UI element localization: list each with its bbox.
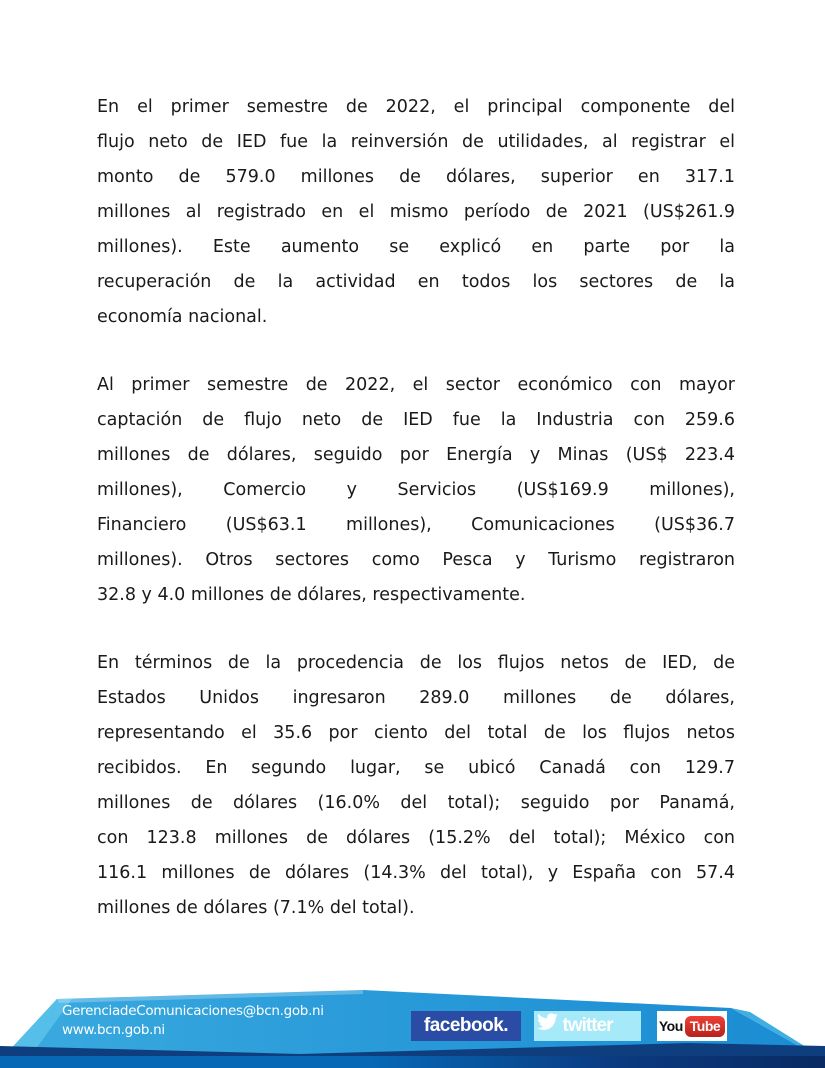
social-buttons	[0, 1011, 825, 1041]
text-line: recuperación de la actividad en todos los sectores de la	[97, 272, 735, 292]
text-line: millones de dólares (16.0% del total); seguido por Panamá,	[97, 793, 735, 813]
text-line: Estados Unidos ingresaron 289.0 millones de dólares,	[97, 688, 735, 708]
twitter-bird-icon	[534, 1011, 560, 1033]
text-line: 32.8 y 4.0 millones de dólares, respectivamente.	[97, 585, 526, 605]
youtube-tube-label: Tube	[685, 1016, 725, 1037]
text-line: 116.1 millones de dólares (14.3% del total), y España con 57.4	[97, 863, 735, 883]
twitter-wordmark: twitter	[562, 1015, 613, 1036]
text-line: millones de dólares, seguido por Energía y Minas (US$ 223.4	[97, 445, 735, 465]
youtube-button[interactable]	[657, 1011, 727, 1041]
text-line: En el primer semestre de 2022, el principal componente del	[97, 97, 735, 117]
text-line: millones de dólares (7.1% del total).	[97, 898, 415, 918]
text-line: Financiero (US$63.1 millones), Comunicaciones (US$36.7	[97, 515, 735, 535]
text-line: millones al registrado en el mismo período de 2021 (US$261.9	[97, 202, 735, 222]
paragraph	[97, 90, 735, 335]
ribbon-bottom-strip	[0, 1056, 825, 1068]
text-line: millones). Este aumento se explicó en parte por la	[97, 237, 735, 257]
text-line: flujo neto de IED fue la reinversión de utilidades, al registrar el	[97, 132, 735, 152]
text-line: millones). Otros sectores como Pesca y Turismo registraron	[97, 550, 735, 570]
text-line: En términos de la procedencia de los flujos netos de IED, de	[97, 653, 735, 673]
paragraph	[97, 368, 735, 613]
contact-website: www.bcn.gob.ni	[62, 1022, 165, 1038]
text-line: con 123.8 millones de dólares (15.2% del total); México con	[97, 828, 735, 848]
twitter-button[interactable]	[534, 1011, 641, 1041]
text-line: captación de flujo neto de IED fue la Industria con 259.6	[97, 410, 735, 430]
text-line: millones), Comercio y Servicios (US$169.9 millones),	[97, 480, 735, 500]
document-body	[97, 90, 735, 959]
facebook-wordmark: facebook.	[423, 1015, 509, 1036]
text-line: monto de 579.0 millones de dólares, superior en 317.1	[97, 167, 735, 187]
youtube-you-label: You	[658, 1018, 683, 1034]
text-line: recibidos. En segundo lugar, se ubicó Canadá con 129.7	[97, 758, 735, 778]
facebook-button[interactable]	[411, 1011, 521, 1041]
contact-email: GerenciadeComunicaciones@bcn.gob.ni	[62, 1003, 324, 1019]
text-line: Al primer semestre de 2022, el sector económico con mayor	[97, 375, 735, 395]
paragraph	[97, 646, 735, 926]
footer-banner	[0, 975, 825, 1068]
text-line: representando el 35.6 por ciento del total de los flujos netos	[97, 723, 735, 743]
text-line: economía nacional.	[97, 307, 268, 327]
